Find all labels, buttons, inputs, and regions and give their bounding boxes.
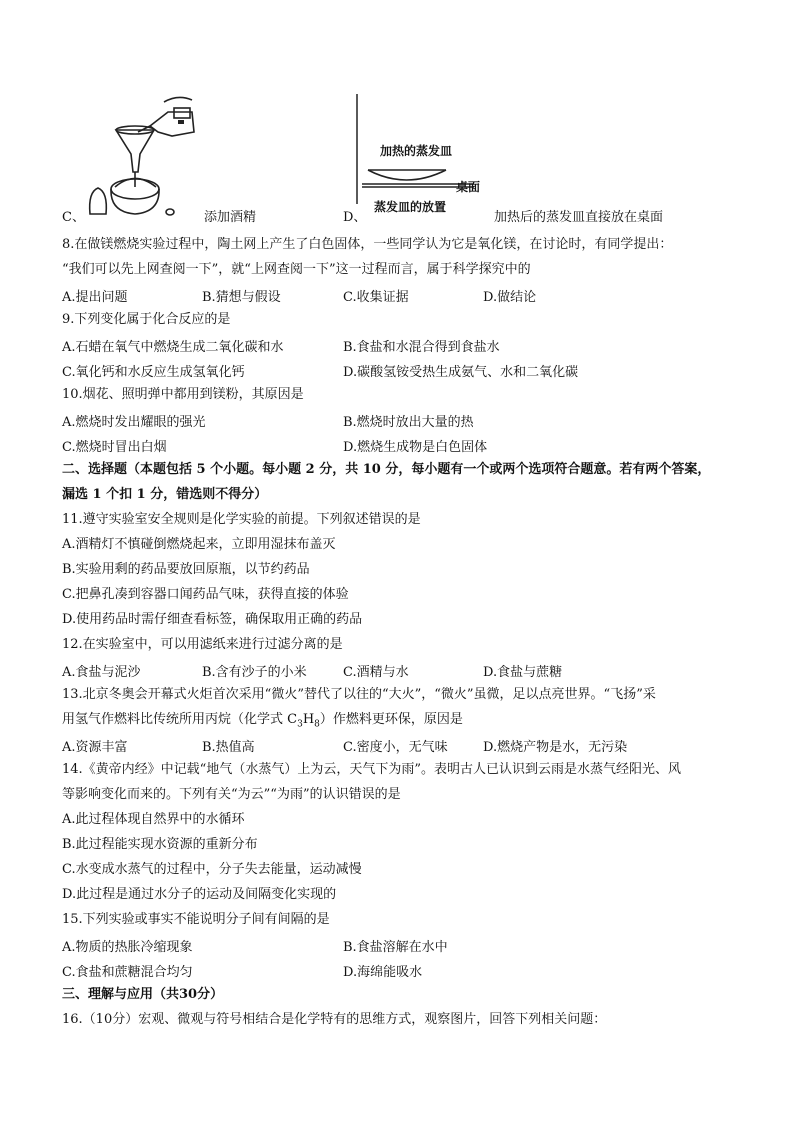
q14-stem-line2: 等影响变化而来的。下列有关“为云”“为雨”的认识错误的是: [62, 787, 401, 802]
figure-c-add-alcohol: [80, 92, 215, 222]
q15-option-d: D.海绵能吸水: [343, 965, 423, 980]
q14-option-c: C.水变成水蒸气的过程中，分子失去能量，运动减慢: [62, 862, 362, 877]
q10-stem: 10.烟花、照明弹中都用到镁粉，其原因是: [62, 387, 304, 402]
q11-option-c: C.把鼻孔凑到容器口闻药品气味，获得直接的体验: [62, 587, 349, 602]
q9-stem: 9.下列变化属于化合反应的是: [62, 312, 231, 327]
figure-c-letter: C、: [62, 210, 85, 225]
q14-option-d: D.此过程是通过水分子的运动及间隔变化实现的: [62, 887, 337, 902]
section2-heading-line2: 漏选 1 个扣 1 分，错选则不得分）: [62, 487, 268, 502]
section2-heading-line1: 二、选择题（本题包括 5 个小题。每小题 2 分，共 10 分，每小题有一个或两个选项符合题意。若有两个答案，: [62, 462, 711, 477]
q11-option-d: D.使用药品时需仔细查看标签，确保取用正确的药品: [62, 612, 363, 627]
q12-option-d: D.食盐与蔗糖: [483, 665, 563, 680]
label-desk: 桌面: [456, 180, 481, 194]
q8-option-c: C.收集证据: [343, 290, 409, 305]
q13-option-c: C.密度小，无气味: [343, 740, 448, 755]
q15-option-c: C.食盐和蔗糖混合均匀: [62, 965, 193, 980]
figure-c-caption: 添加酒精: [204, 210, 257, 225]
q8-option-d: D.做结论: [483, 290, 537, 305]
q11-stem: 11.遵守实验室安全规则是化学实验的前提。下列叙述错误的是: [62, 512, 421, 527]
section3-heading: 三、理解与应用（共30分）: [62, 987, 224, 1002]
q13-option-b: B.热值高: [202, 740, 255, 755]
q8-option-b: B.猜想与假设: [202, 290, 281, 305]
label-heated-dish: 加热的蒸发皿: [380, 144, 453, 158]
q10-option-a: A.燃烧时发出耀眼的强光: [62, 415, 206, 430]
q16-stem: 16.（10分）宏观、微观与符号相结合是化学特有的思维方式，观察图片，回答下列相关问题：: [62, 1012, 607, 1027]
q14-option-a: A.此过程体现自然界中的水循环: [62, 812, 245, 827]
q8-option-a: A.提出问题: [62, 290, 128, 305]
q11-option-a: A.酒精灯不慎碰倒燃烧起来，立即用湿抹布盖灭: [62, 537, 336, 552]
q13-option-d: D.燃烧产物是水，无污染: [483, 740, 628, 755]
q11-option-b: B.实验用剩的药品要放回原瓶，以节约药品: [62, 562, 310, 577]
q13-stem-line1: 13.北京冬奥会开幕式火炬首次采用“微火”替代了以往的“大火”，“微火”虽微，足以点亮世界。“飞扬”采: [62, 687, 656, 702]
q9-option-b: B.食盐和水混合得到食盐水: [343, 340, 500, 355]
figure-d-dish-placement: [356, 94, 491, 216]
q13-option-a: A.资源丰富: [62, 740, 128, 755]
q14-option-b: B.此过程能实现水资源的重新分布: [62, 837, 258, 852]
q10-option-d: D.燃烧生成物是白色固体: [343, 440, 488, 455]
q12-option-a: A.食盐与泥沙: [62, 665, 141, 680]
q13-stem-line2: 用氢气作燃料比传统所用丙烷（化学式 $C_3H_8$）作燃料更环保，原因是: [62, 712, 463, 730]
figure-d-letter: D、: [343, 210, 367, 225]
q15-stem: 15.下列实验或事实不能说明分子间有间隔的是: [62, 912, 330, 927]
q10-option-c: C.燃烧时冒出白烟: [62, 440, 167, 455]
alcohol-lamp-funnel-drawing: [80, 92, 215, 222]
q14-stem-line1: 14.《黄帝内经》中记载“地气（水蒸气）上为云，天气下为雨”。表明古人已认识到云雨是水蒸气经阳光、风: [62, 762, 681, 777]
q9-option-d: D.碳酸氢铵受热生成氨气、水和二氧化碳: [343, 365, 579, 380]
q15-option-a: A.物质的热胀冷缩现象: [62, 940, 193, 955]
q8-stem-line1: 8.在做镁燃烧实验过程中，陶土网上产生了白色固体，一些同学认为它是氧化镁，在讨论时，有同学提出：: [62, 237, 673, 252]
q9-option-c: C.氧化钙和水反应生成氢氧化钙: [62, 365, 245, 380]
q12-option-c: C.酒精与水: [343, 665, 409, 680]
q8-stem-line2: “我们可以先上网查阅一下”，就“上网查阅一下”这一过程而言，属于科学探究中的: [62, 262, 531, 277]
q15-option-b: B.食盐溶解在水中: [343, 940, 448, 955]
q12-stem: 12.在实验室中，可以用滤纸来进行过滤分离的是: [62, 637, 343, 652]
q10-option-b: B.燃烧时放出大量的热: [343, 415, 474, 430]
q9-option-a: A.石蜡在氧气中燃烧生成二氧化碳和水: [62, 340, 284, 355]
q12-option-b: B.含有沙子的小米: [202, 665, 307, 680]
label-dish-placement: 蒸发皿的放置: [374, 200, 447, 214]
figure-d-caption: 加热后的蒸发皿直接放在桌面: [494, 210, 664, 225]
